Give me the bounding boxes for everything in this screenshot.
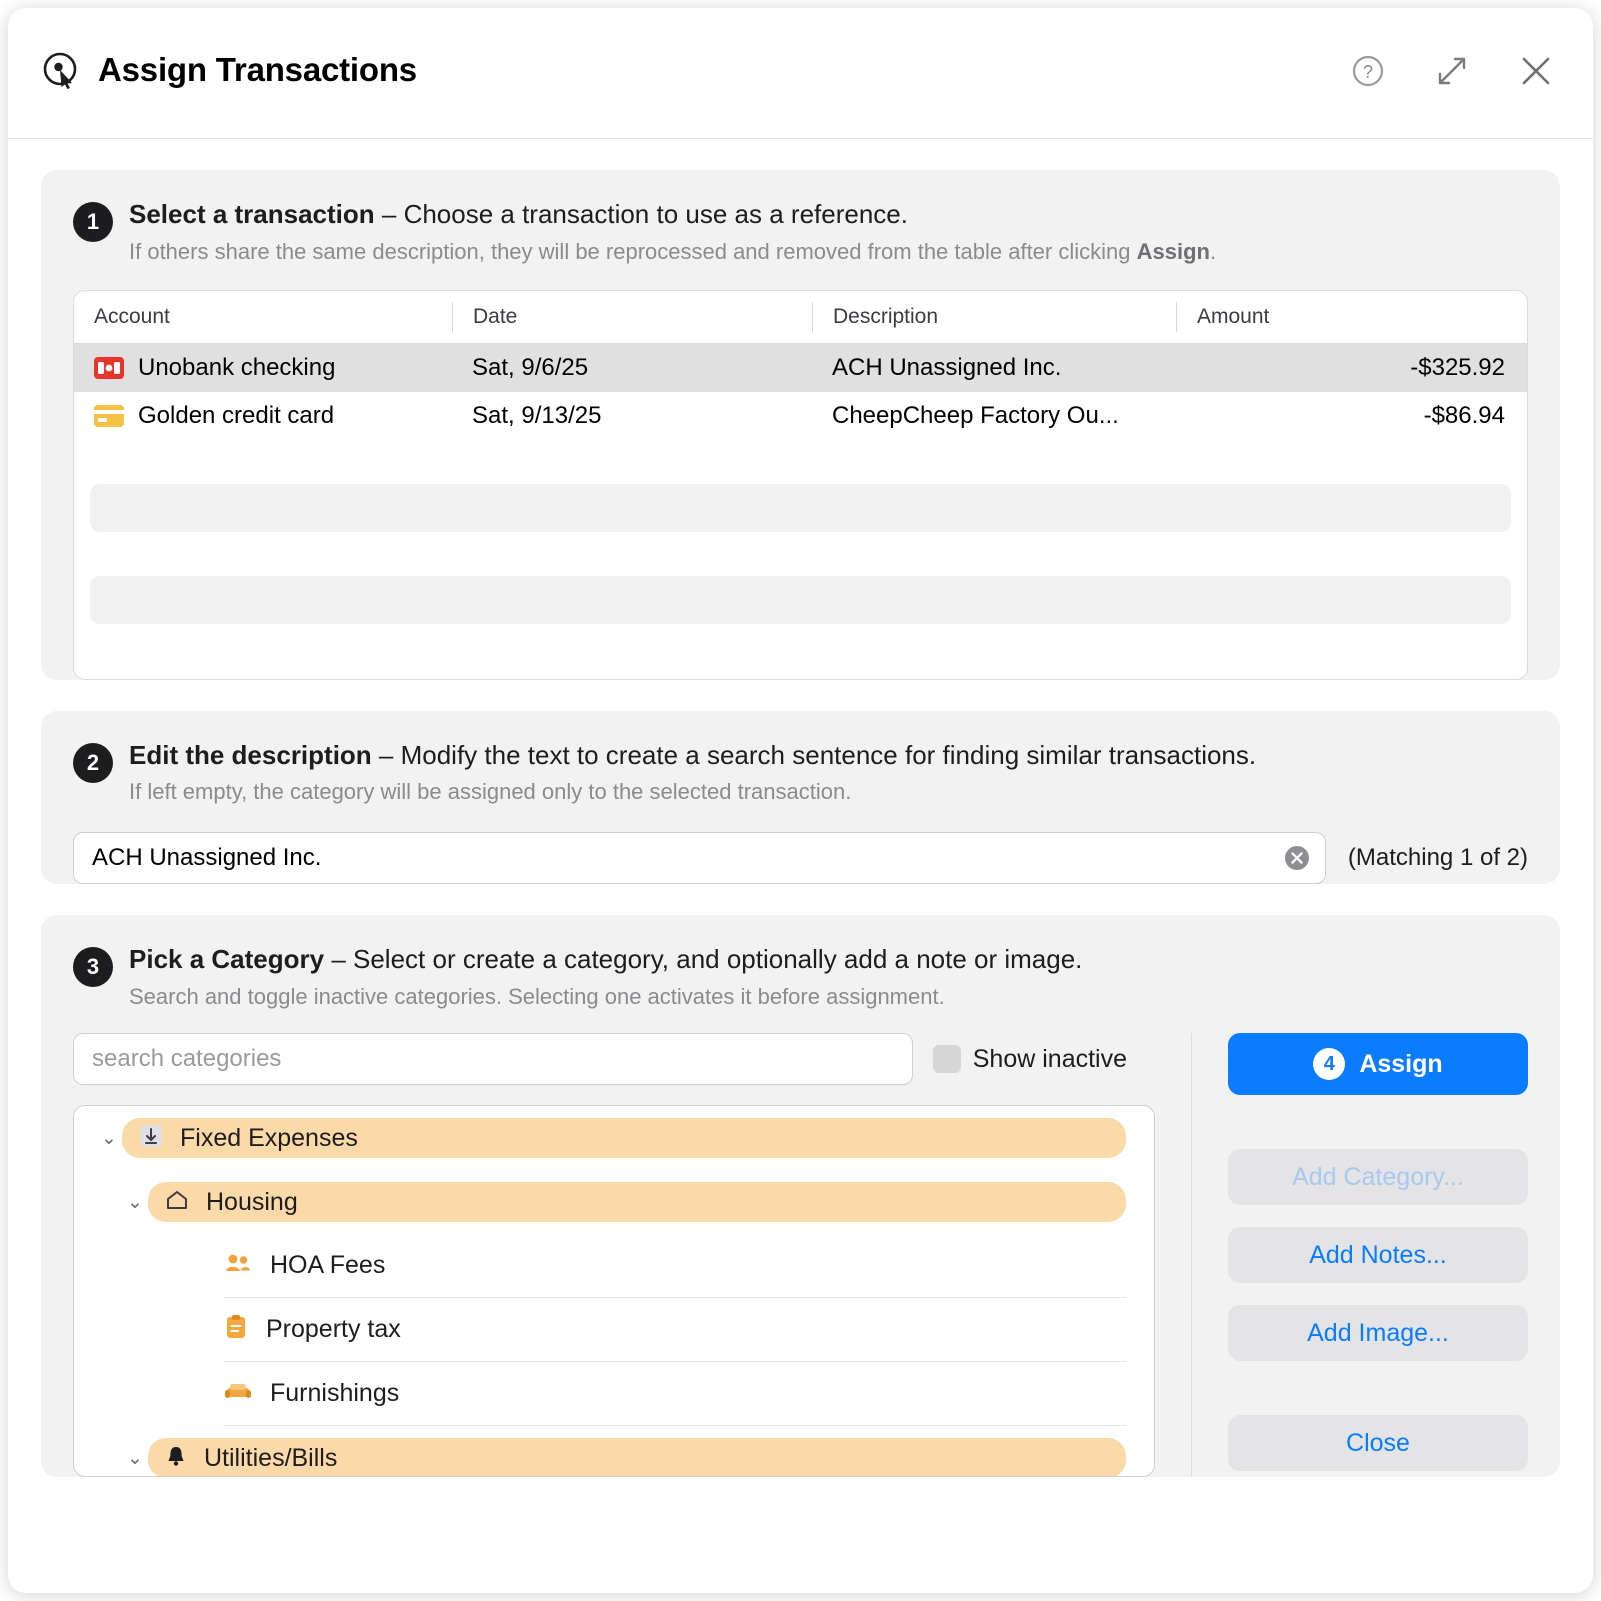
category-body xyxy=(73,1033,1528,1477)
page-title: Assign Transactions xyxy=(98,51,417,88)
show-inactive-label: Show inactive xyxy=(972,1044,1127,1073)
show-inactive-toggle[interactable] xyxy=(933,1045,1155,1074)
step-2-subtitle: If left empty, the category will be assigned only to the selected transaction. xyxy=(129,779,852,805)
step-2-badge: 2 xyxy=(73,743,113,783)
show-inactive-checkbox[interactable] xyxy=(933,1045,961,1073)
step-1-subtitle-bold: Assign xyxy=(1136,238,1210,264)
step-2-title-bold: Edit the description xyxy=(129,739,372,770)
step-1-title xyxy=(129,198,1216,232)
svg-text:?: ? xyxy=(1362,62,1374,82)
row-date-cell: Sat, 9/13/25 xyxy=(472,401,602,429)
description-row xyxy=(73,832,1528,884)
transactions-table xyxy=(73,290,1528,680)
app-target-icon xyxy=(41,50,81,90)
step-1-subtitle-c: . xyxy=(1209,238,1217,264)
step-1-title-bold: Select a transaction xyxy=(129,199,375,229)
add-category-label: Add Category... xyxy=(1292,1162,1464,1191)
step-2-header xyxy=(41,711,1560,809)
row-amount-cell: -$325.92 xyxy=(1410,353,1505,381)
row-account-label: Unobank checking xyxy=(138,353,336,381)
tree-pill[interactable] xyxy=(148,1182,1126,1222)
clipboard-icon xyxy=(224,1314,248,1345)
title-bar xyxy=(8,8,1593,139)
category-actions xyxy=(1191,1033,1528,1477)
bell-icon xyxy=(164,1444,188,1473)
add-category-button[interactable] xyxy=(1228,1149,1528,1205)
matching-count-label: (Matching 1 of 2) xyxy=(1347,844,1528,872)
tree-node-furnishings[interactable] xyxy=(74,1362,1154,1426)
help-icon[interactable] xyxy=(1349,52,1387,90)
step-3-subtitle: Search and toggle inactive categories. Selecting one activates it before assignment. xyxy=(129,984,945,1010)
row-date-cell: Sat, 9/6/25 xyxy=(472,353,589,381)
category-controls xyxy=(73,1033,1155,1085)
tree-node-label: Housing xyxy=(206,1187,298,1216)
step-2-title xyxy=(129,739,1256,773)
clear-icon[interactable] xyxy=(1283,844,1311,872)
row-amount-cell: -$86.94 xyxy=(1423,401,1505,429)
chevron-down-icon[interactable]: ⌄ xyxy=(101,1127,117,1149)
fixed-expenses-icon xyxy=(138,1123,164,1154)
dialog-content xyxy=(8,170,1593,1477)
row-description-cell: CheepCheep Factory Ou... xyxy=(832,401,1119,429)
tree-node-utilities-bills[interactable] xyxy=(74,1426,1154,1477)
chevron-down-icon[interactable]: ⌄ xyxy=(127,1191,143,1213)
row-account-cell xyxy=(74,402,452,430)
row-account-cell xyxy=(74,354,452,382)
step-1-header xyxy=(41,170,1560,268)
step-2-panel xyxy=(41,711,1560,885)
column-header-description: Description xyxy=(812,302,1176,332)
tree-leaf-label: Furnishings xyxy=(270,1379,400,1408)
step-3-title-bold: Pick a Category xyxy=(129,944,325,975)
column-header-date: Date xyxy=(452,302,812,332)
window-controls xyxy=(1349,52,1555,90)
sofa-icon xyxy=(224,1379,252,1408)
table-empty-row xyxy=(90,576,1511,624)
tree-leaf[interactable] xyxy=(224,1298,1126,1362)
credit-card-icon xyxy=(94,405,124,427)
add-image-label: Add Image... xyxy=(1307,1318,1449,1347)
tree-node-housing[interactable] xyxy=(74,1170,1154,1234)
table-row[interactable] xyxy=(74,344,1527,392)
step-3-title-rest: – Select or create a category, and optionally add a note or image. xyxy=(324,944,1083,975)
close-button[interactable] xyxy=(1228,1415,1528,1471)
chevron-down-icon[interactable]: ⌄ xyxy=(127,1447,143,1469)
column-header-account: Account xyxy=(94,304,170,328)
column-header-amount: Amount xyxy=(1176,302,1527,332)
step-1-panel xyxy=(41,170,1560,680)
step-3-badge: 3 xyxy=(73,947,113,987)
step-3-header xyxy=(41,915,1560,1013)
tree-node-hoa-fees[interactable] xyxy=(74,1234,1154,1298)
row-description-cell: ACH Unassigned Inc. xyxy=(832,353,1062,381)
tree-node-label: Fixed Expenses xyxy=(180,1123,358,1152)
add-notes-label: Add Notes... xyxy=(1309,1240,1447,1269)
step-3-panel xyxy=(41,915,1560,1477)
step-2-title-rest: – Modify the text to create a search sentence for finding similar transactions. xyxy=(371,739,1257,770)
tree-node-label: Utilities/Bills xyxy=(204,1443,338,1472)
tree-pill[interactable] xyxy=(148,1438,1126,1477)
title-group xyxy=(41,50,417,90)
category-tree[interactable] xyxy=(73,1105,1155,1477)
assign-transactions-window xyxy=(8,8,1593,1593)
assign-step-badge: 4 xyxy=(1313,1048,1345,1080)
tree-node-fixed-expenses[interactable] xyxy=(74,1106,1154,1170)
description-input[interactable] xyxy=(74,833,1325,883)
step-1-title-rest: – Choose a transaction to use as a reference. xyxy=(374,199,908,229)
search-categories-box[interactable] xyxy=(73,1033,913,1085)
tree-leaf[interactable] xyxy=(224,1362,1126,1426)
step-3-title xyxy=(129,943,1082,977)
add-image-button[interactable] xyxy=(1228,1305,1528,1361)
table-header-row xyxy=(74,291,1527,344)
step-1-subtitle-a: If others share the same description, they will be reprocessed and removed from the table after clicking xyxy=(129,238,1137,264)
category-left-column xyxy=(73,1033,1155,1477)
assign-button[interactable] xyxy=(1228,1033,1528,1095)
table-row[interactable] xyxy=(74,392,1527,440)
description-field[interactable] xyxy=(73,832,1326,884)
expand-icon[interactable] xyxy=(1433,52,1471,90)
search-input[interactable] xyxy=(74,1034,912,1084)
close-icon[interactable] xyxy=(1517,52,1555,90)
house-icon xyxy=(164,1187,190,1218)
tree-leaf-label: Property tax xyxy=(266,1315,401,1344)
step-1-badge: 1 xyxy=(73,202,113,242)
people-icon xyxy=(224,1251,252,1280)
tree-leaf-label: HOA Fees xyxy=(270,1251,386,1280)
close-button-label: Close xyxy=(1346,1428,1410,1457)
tree-pill[interactable] xyxy=(122,1118,1126,1158)
row-account-label: Golden credit card xyxy=(138,401,335,429)
bank-card-icon xyxy=(94,357,124,379)
tree-leaf[interactable] xyxy=(224,1234,1126,1298)
add-notes-button[interactable] xyxy=(1228,1227,1528,1283)
table-empty-row xyxy=(90,484,1511,532)
step-1-subtitle xyxy=(129,236,1216,268)
assign-button-label: Assign xyxy=(1359,1049,1443,1078)
tree-node-property-tax[interactable] xyxy=(74,1298,1154,1362)
